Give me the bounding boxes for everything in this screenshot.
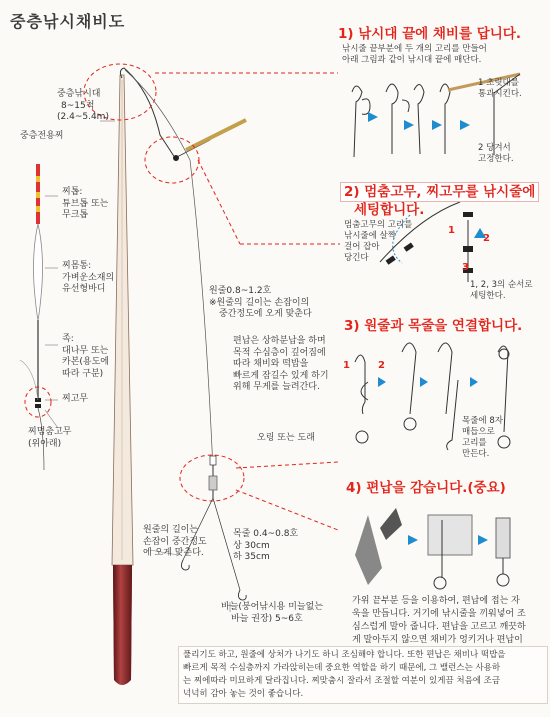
ring-label: 오링 또는 도래 <box>257 433 315 443</box>
float-small <box>186 120 246 150</box>
main-line <box>125 70 213 470</box>
fishing-rod <box>112 75 133 685</box>
stopper-label: 찌멈춤고무 (위아래) <box>28 427 72 449</box>
panel-2-note: 1, 2, 3의 순서로 세팅한다. <box>470 280 533 301</box>
mainline-label: 원줄0.8~1.2호 ※원줄의 길이는 손잡이의 중간정도에 오게 맞춘다 <box>209 286 312 319</box>
body-label: 찌몸통: 가벼운소재의 유선형바디 <box>62 261 115 294</box>
footer-text: 풀리기도 하고, 원줄에 상처가 나기도 하니 조심해야 합니다. 또한 편납은 채비나 떡밥을 빠르게 목적 수심층까지 가라앉히는데 중요한 역할을 하기 때문에, 그 밸런스는 사용하 는 찌에따라 미묘하게 달라집니다. 찌맞춤시 잘라서 조절할 여분이 있게끔 처음에 조금 넉넉히 감아 놓는 것이 좋습니다. <box>178 646 548 704</box>
rod-label: 중층낚시대 8~15척 (2.4~5.4m) <box>57 89 109 122</box>
panel-2 <box>340 182 539 218</box>
panel-4-text: 가위 끝부분 등을 이용하여, 편납에 접는 자 욱을 만듭니다. 거기에 낚시줄을 끼워넣어 조 심스럽게 말아 줍니다. 편납을 고르고 깨끗하 게 말아두지 않으면 채비가 엉키거나 편납이 <box>352 596 526 645</box>
panel-1-text: 낚시줄 끝부분에 두 개의 고리를 만들어 아래 그림과 같이 낚시대 끝에 매단다. <box>342 44 487 65</box>
panel-2-step-3: 3 <box>462 262 469 273</box>
panel-3-step-2: 2 <box>378 360 385 371</box>
leader-label: 목줄 0.4~0.8호 상 30cm 하 35cm <box>233 529 299 562</box>
panel-2-text: 멈춤고무의 고리를 낚시줄에 살짝 걸어 잡아 당긴다 <box>344 220 413 263</box>
float-diagram <box>20 164 44 470</box>
panel-2-title: 2) 멈춤고무, 찌고무를 낚시줄에 <box>340 182 539 202</box>
panel-4-title: 4) 편납을 감습니다.(중요) <box>346 480 506 496</box>
sinker-note: 편납은 상하분납을 하며 목적 수심층이 깊어짐에 따라 채비와 떡밥을 빠르게 잠길수 있게 하기 위해 무게를 늘려간다. <box>233 336 329 392</box>
tip-label: 찌톱: 튜브톱 또는 무크톱 <box>62 187 109 220</box>
panel-2-title-line2: 세팅합니다. <box>354 202 425 218</box>
foot-label: 족: 대나무 또는 카본(용도에 따라 구분) <box>62 334 109 379</box>
panel4-illustration <box>355 508 510 589</box>
panel-1-note-2: 2 당겨서 고정한다. <box>478 143 514 164</box>
float-ring-label: 찌고무 <box>62 394 89 404</box>
panel-1-title: 1) 낚시대 끝에 채비를 답니다. <box>338 26 521 42</box>
float-label: 중층전용찌 <box>20 131 64 141</box>
panel-1-note-1: 1 초릿대를 통과시킨다. <box>478 78 522 99</box>
panel-3-note: 목줄에 8자 매듭으로 고리를 만든다. <box>462 416 503 459</box>
page-title: 중층낚시채비도 <box>10 12 126 31</box>
panel-3-step-1: 1 <box>343 360 350 371</box>
panel-2-step-1: 1 <box>448 225 455 236</box>
handle-note: 원줄의 길이는 손잡이 중간정도 에 오게 맞춘다. <box>143 525 207 558</box>
hook-label: 바늘(붕어낚시용 미늘없는 바늘 권장) 5~6호 <box>221 602 324 624</box>
panel-2-step-2: 2 <box>483 233 490 244</box>
panel-3-title: 3) 원줄과 목줄을 연결합니다. <box>344 318 523 334</box>
main-line-top <box>120 68 175 158</box>
